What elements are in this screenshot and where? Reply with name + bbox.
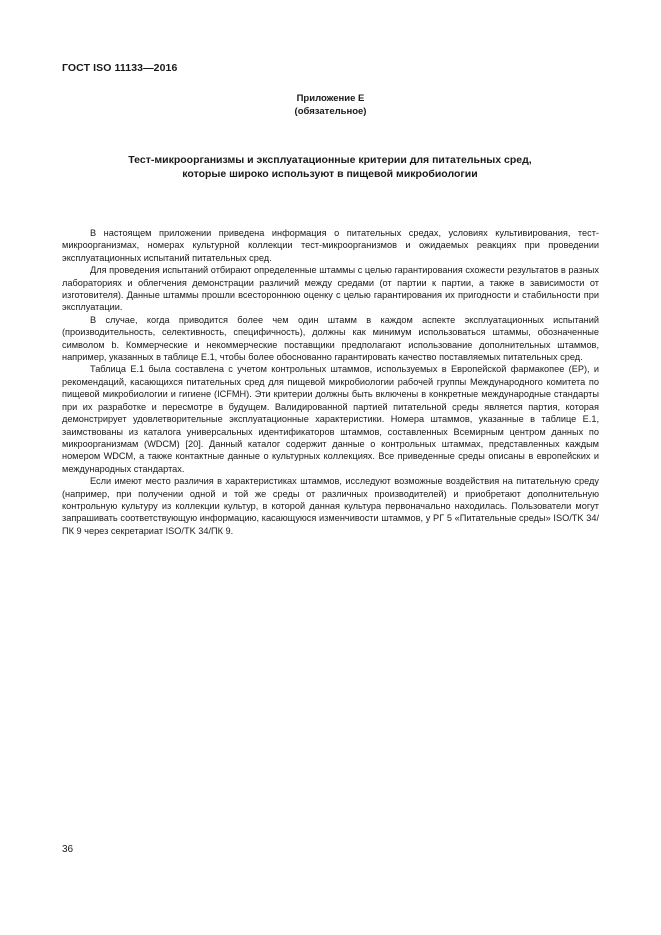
paragraph-4: Таблица Е.1 была составлена с учетом контрольных штаммов, используемых в Европейской фармакопее (ЕР), и рекомендаций, касающихся питательных сред для пищевой микробиологии рабочей группы Международного комитета по пищевой микробиологии и гигиене (ICFMH). Эти критерии должны быть включены в конкретные международные стандарты при их разработке и пересмотре в будущем. Валидированной партией питательной среды является партия, которая демонстрирует удовлетворительные эксплуатационные характеристики. Номера штаммов, указанные в таблице Е.1, заимствованы из каталога универсальных идентификаторов штаммов, составленных Всемирным центром данных по микроорганизмам (WDCM) [20]. Данный каталог содержит данные о контрольных штаммах, представленных каждым номером WDCM, а также контактные данные о культурных коллекциях. Все приведенные среды описаны в европейских и международных стандартах. xyxy=(62,364,599,474)
standard-header: ГОСТ ISO 11133—2016 xyxy=(62,62,178,74)
paragraph-1: В настоящем приложении приведена информация о питательных средах, условиях культивирования, тест-микроорганизмах, номерах культурной коллекции тест-микроорганизмов и ожидаемых реакциях при проведении эксплуатационных испытаний питательных сред. xyxy=(62,228,599,263)
body-text xyxy=(62,227,599,537)
appendix-label: Приложение Е xyxy=(296,93,365,104)
appendix-heading xyxy=(0,92,661,118)
appendix-title-line-2: которые широко используют в пищевой микробиологии xyxy=(182,168,478,180)
paragraph-2: Для проведения испытаний отбирают определенные штаммы с целью гарантирования схожести результатов в разных лабораториях и облегчения демонстрации различий между средами (от партии к партии, а также в зависимости от изготовителя). Данные штаммы прошли всестороннюю оценку с целью гарантирования их пригодности и стабильности при эксплуатации. xyxy=(62,265,599,313)
appendix-title xyxy=(80,153,580,181)
paragraph-3: В случае, когда приводится более чем один штамм в каждом аспекте эксплуатационных испытаний (производительность, селективность, специфичность), должны как минимум использоваться штаммы, обозначенные символом b. Коммерческие и некоммерческие поставщики предполагают использование дополнительных штаммов, например, указанных в таблице Е.1, чтобы более обоснованно гарантировать качество поставляемых питательных сред. xyxy=(62,314,599,363)
appendix-title-line-1: Тест-микроорганизмы и эксплуатационные критерии для питательных сред, xyxy=(128,154,532,166)
paragraph-5: Если имеют место различия в характеристиках штаммов, исследуют возможные воздействия на питательную среду (например, при получении одной и той же среды от различных производителей) и приобретают дополнительную контрольную культуру из коллекции культур, в которой данная культура первоначально находилась. Пользователи могут запрашивать соответствующую информацию, касающуюся изменчивости штаммов, у РГ 5 «Питательные среды» ISO/TK 34/ПК 9 через секретариат ISO/TK 34/ПК 9. xyxy=(62,476,599,536)
page-number: 36 xyxy=(62,844,74,855)
appendix-status: (обязательное) xyxy=(294,106,367,117)
